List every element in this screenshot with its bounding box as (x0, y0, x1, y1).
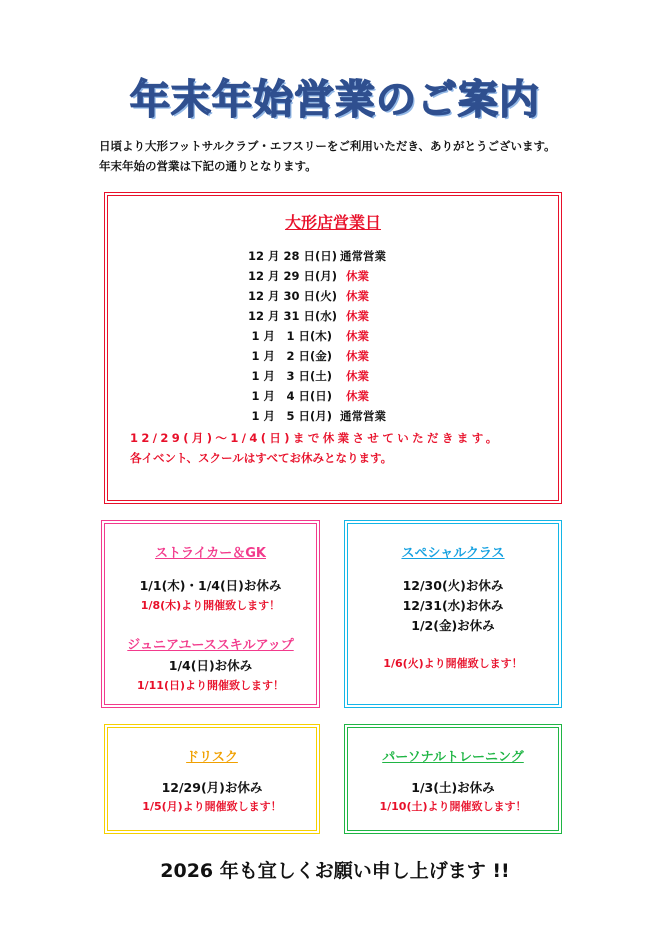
store-hours-row (248, 408, 386, 424)
row-status: 通常営業 (340, 249, 386, 263)
drisk-box (104, 724, 320, 834)
personal-training-off: 1/3(土)お休み (411, 780, 495, 795)
row-date: 1 月 1 日(木) (251, 329, 332, 343)
special-class-off-2: 12/31(水)お休み (402, 598, 504, 613)
events-notice: 各イベント、スクールはすべてお休みとなります。 (130, 451, 393, 465)
row-status: 休業 (346, 309, 369, 323)
closing-message: 2026 年も宜しくお願い申し上げます !! (160, 860, 510, 882)
row-date: 12 月 30 日(火) (248, 289, 338, 303)
striker-gk-resume: 1/8(木)より開催致します！ (140, 599, 281, 612)
row-date: 1 月 3 日(土) (251, 369, 332, 383)
row-status: 休業 (346, 289, 369, 303)
special-class-off-3: 1/2(金)お休み (411, 618, 495, 633)
personal-training-box (344, 724, 562, 834)
striker-junior-box (101, 520, 320, 708)
special-class-box (344, 520, 562, 708)
store-hours-box (104, 192, 562, 504)
row-status: 休業 (346, 369, 369, 383)
junior-youth-title: ジュニアユーススキルアップ (127, 638, 294, 653)
row-status: 休業 (346, 349, 369, 363)
store-hours-row (248, 348, 369, 364)
store-hours-row (248, 248, 386, 264)
drisk-resume: 1/5(月)より開催致します！ (142, 800, 282, 813)
row-date: 12 月 28 日(日) (248, 249, 338, 263)
junior-youth-off: 1/4(日)お休み (168, 658, 253, 673)
intro-line-1: 日頃より大形フットサルクラブ・エフスリーをご利用いただき、ありがとうございます。 (99, 139, 556, 153)
personal-training-resume: 1/10(土)より開催致します！ (379, 800, 527, 813)
row-status: 通常営業 (340, 409, 386, 423)
drisk-title: ドリスク (186, 750, 238, 765)
row-status: 休業 (346, 269, 369, 283)
row-date: 1 月 5 日(月) (251, 409, 332, 423)
row-date: 1 月 4 日(日) (251, 389, 332, 403)
special-class-title: スペシャルクラス (401, 546, 505, 561)
row-date: 12 月 31 日(水) (248, 309, 338, 323)
closure-notice: 12/29(月)～1/4(日)まで休業させていただきます。 (130, 431, 501, 445)
store-hours-row (248, 308, 369, 324)
store-hours-row (248, 328, 369, 344)
row-date: 12 月 29 日(月) (248, 269, 338, 283)
store-hours-row (248, 368, 369, 384)
junior-youth-resume: 1/11(日)より開催致します！ (136, 679, 285, 692)
striker-gk-off: 1/1(木)・1/4(日)お休み (139, 578, 282, 593)
row-status: 休業 (346, 389, 369, 403)
personal-training-title: パーソナルトレーニング (382, 750, 524, 765)
store-hours-row (248, 388, 369, 404)
intro-line-2: 年末年始の営業は下記の通りとなります。 (99, 159, 317, 173)
store-hours-row (248, 288, 369, 304)
special-class-off-1: 12/30(火)お休み (402, 578, 504, 593)
store-hours-row (248, 268, 369, 284)
row-date: 1 月 2 日(金) (251, 349, 332, 363)
page-title: 年末年始営業のご案内 (130, 77, 540, 123)
striker-gk-title: ストライカー＆GK (155, 546, 266, 561)
drisk-off: 12/29(月)お休み (161, 780, 263, 795)
special-class-resume: 1/6(火)より開催致します！ (383, 657, 523, 670)
store-hours-title: 大形店営業日 (284, 213, 381, 232)
row-status: 休業 (346, 329, 369, 343)
